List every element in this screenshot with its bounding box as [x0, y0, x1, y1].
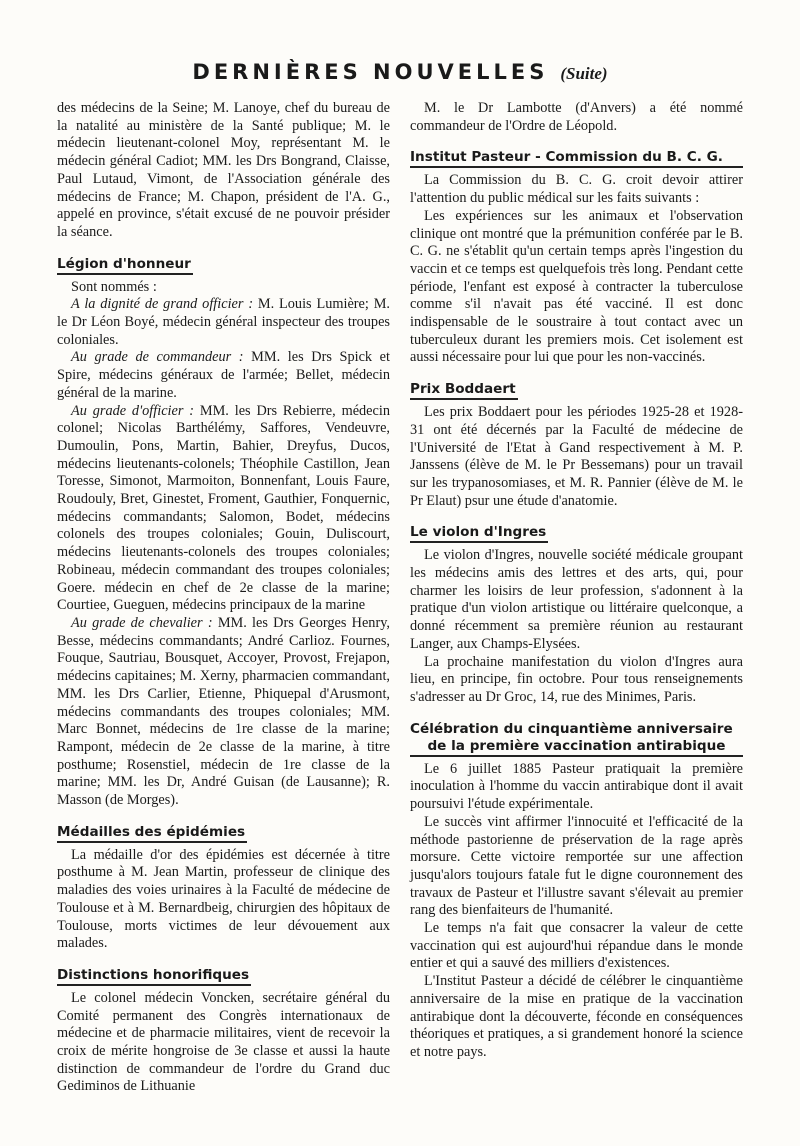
legion-officier-label: Au grade d'officier :: [71, 402, 195, 419]
celebration-paragraph-3: Le temps n'a fait que consacrer la valeur de cette vaccination qui est aujourd'hui répandue dans le monde entier et qui a sauvé des milliers d'existences.: [410, 920, 743, 972]
violon-paragraph-2: La prochaine manifestation du violon d'Ingres aura lieu, en principe, fin octobre. Pour tous renseignements s'adresser au Dr Groc, 14, rue des Minimes, Paris.: [410, 653, 743, 705]
legion-lead: Sont nommés :: [71, 278, 157, 295]
legion-grand-officier: [57, 296, 390, 349]
violon-paragraph-1: Le violon d'Ingres, nouvelle société médicale groupant les médecins amis des lettres et des arts, qui, pour charmer les loisirs de leur profession, s'adonnent à la pratique d'un violon artistique ou littéraire quelconque, a donné récemment sa première réunion au restaurant Langer, aux Champs-Elysées.: [410, 547, 743, 652]
masthead-title: DERNIÈRES NOUVELLES: [192, 60, 549, 84]
left-column: [57, 100, 390, 1096]
pasteur-paragraph-2: Les expériences sur les animaux et l'observation clinique ont montré que la prémunition conférée par le B. C. G. ne s'établit qu'un certain temps après l'ingestion du vaccin et ce temps est quelquefois très long. Pendant cette période, l'enfant est exposé à contracter la tuberculose comme s'il n'avait pas été vacciné. Il est donc indispensable de le soustraire à tout contact avec un tuberculeux durant les premiers mois. Cet isolement est aussi nécessaire pour lui que pour les non-vaccinés.: [410, 207, 743, 366]
boddaert-paragraph: Les prix Boddaert pour les périodes 1925-28 et 1928-31 ont été décernés par la Faculté de médecine de l'Université de l'Etat à Gand respectivement à M. P. Janssens (élève de M. le Pr Bessemans) pour un travail sur les trypanosomiases, et M. R. Pannier (élève de M. le Pr Elaut) psur une étude d'anatomie.: [410, 404, 743, 509]
distinctions-paragraph: Le colonel médecin Voncken, secrétaire général du Comité permanent des Congrès internationaux de médecine et de pharmacie militaires, vient de recevoir la croix de mérite hongroise de 3e classe et aussi la haute distinction de commandeur de l'ordre du Grand duc Gediminos de Lithuanie: [57, 989, 390, 1095]
section-heading-pasteur: Institut Pasteur - Commission du B. C. G.: [410, 149, 743, 168]
legion-chevalier: [57, 615, 390, 810]
celebration-paragraph-1: Le 6 juillet 1885 Pasteur pratiquait la première inoculation à l'homme du vaccin antirabique dont il avait poursuivi l'étude expérimentale.: [410, 760, 743, 813]
legion-commandeur-label: Au grade de commandeur :: [71, 349, 244, 366]
medailles-paragraph: La médaille d'or des épidémies est décernée à titre posthume à M. Jean Martin, professeur de clinique des maladies des voies urinaires à la Faculté de médecine de Toulouse et à M. Bernardbeig, chirurgien des hôpitaux de Toulouse, morts victimes de leur dévouement aux malades.: [57, 846, 390, 952]
lambotte-paragraph: M. le Dr Lambotte (d'Anvers) a été nommé commandeur de l'Ordre de Léopold.: [410, 100, 743, 134]
right-column: [410, 100, 743, 1062]
legion-grand-officier-text: M. Louis Lumière; M. le Dr Léon Boyé, médecin général inspecteur des troupes coloniales.: [57, 296, 390, 348]
section-heading-medailles: Médailles des épidémies: [57, 824, 247, 843]
celebration-paragraph-2: Le succès vint affirmer l'innocuité et l'efficacité de la méthode pastorienne de préservation de la rage après morsure. Cette victoire remportée sur une affection jusqu'alors toujours fatale fut le digne couronnement des travaux de Pasteur et l'illustre savant s'élevait au premier rang des bienfaiteurs de l'humanité.: [410, 813, 743, 919]
section-heading-boddaert: Prix Boddaert: [410, 381, 518, 400]
section-heading-celebration-line-2: de la première vaccination antirabique: [410, 738, 743, 757]
intro-paragraph: des médecins de la Seine; M. Lanoye, chef du bureau de la natalité au ministère de la Santé publique; M. le médecin lieutenant-colonel Moy, représentant M. le médecin général Cadiot; MM. les Drs Bongrand, Claisse, Paul Lutaud, Vimont, de l'Association générale des médecins de France; M. Chapon, président de l'A. G., appelé en province, s'était excusé de ne pouvoir présider la séance.: [57, 100, 390, 240]
masthead: [0, 60, 800, 84]
legion-officier: [57, 403, 390, 615]
legion-chevalier-label: Au grade de chevalier :: [71, 614, 213, 631]
legion-grand-officier-label: A la dignité de grand officier :: [71, 296, 254, 313]
legion-commandeur: [57, 349, 390, 402]
legion-chevalier-text: MM. les Drs Georges Henry, Besse, médecins commandants; André Carlioz. Fournes, Fouque, Sautriau, Bousquet, Accoyer, Provost, Frejapon, médecins capitaines; M. Xerny, pharmacien commandant, MM. les Drs Carlier, Etienne, Phiquepal d'Arusmont, médecins commandants des troupes coloniales; MM. Marc Bonnet, médecins de 1re classe de la marine; Rampont, médecin de 2e classe de la marine, à titre posthume; Rosenstiel, médecin de 1re classe de la marine; MM. les Dr, André Guisan (de Lausanne); R. Masson (de Morges).: [57, 614, 391, 809]
section-heading-celebration-line-1: Célébration du cinquantième anniversaire: [410, 720, 733, 737]
section-heading-violon: Le violon d'Ingres: [410, 524, 548, 543]
section-heading-distinctions: Distinctions honorifiques: [57, 967, 251, 986]
masthead-suite: (Suite): [560, 64, 608, 83]
legion-officier-text: MM. les Drs Rebierre, médecin colonel; Nicolas Barthélémy, Saffores, Vendeuvre, Dumoulin, Pons, Martin, Bahier, Dreyfus, Ducos, médecins lieutenants-colonels; Théophile Castillon, Jean Toresse, Simonot, Marmoiton, Bonnenfant, Louis Faure, Roudouly, Bret, Ginestet, Froment, Gauthier, Fonquernic, médecins commandants; Salomon, Bodet, médecins colonels des troupes coloniales; Gouin, Duliscourt, médecins lieutenants-colonels des troupes coloniales; Robineau, médecin commandant des troupes coloniales; Goere. médecin en chef de 2e classe de la marine; Courtiee, Gueguen, médecins principaux de la marine: [57, 402, 390, 614]
pasteur-paragraph-1: La Commission du B. C. G. croit devoir attirer l'attention du public médical sur les faits suivants :: [410, 172, 743, 207]
section-heading-legion: Légion d'honneur: [57, 256, 193, 275]
celebration-paragraph-4: L'Institut Pasteur a décidé de célébrer le cinquantième anniversaire de la mise en pratique de la vaccination antirabique dont la découverte, féconde en conséquences théoriques et pratiques, a si grandement honoré la science et notre pays.: [410, 973, 743, 1060]
legion-commandeur-text: MM. les Drs Spick et Spire, médecins généraux de l'armée; Bellet, médecin général de la marine.: [57, 349, 390, 401]
